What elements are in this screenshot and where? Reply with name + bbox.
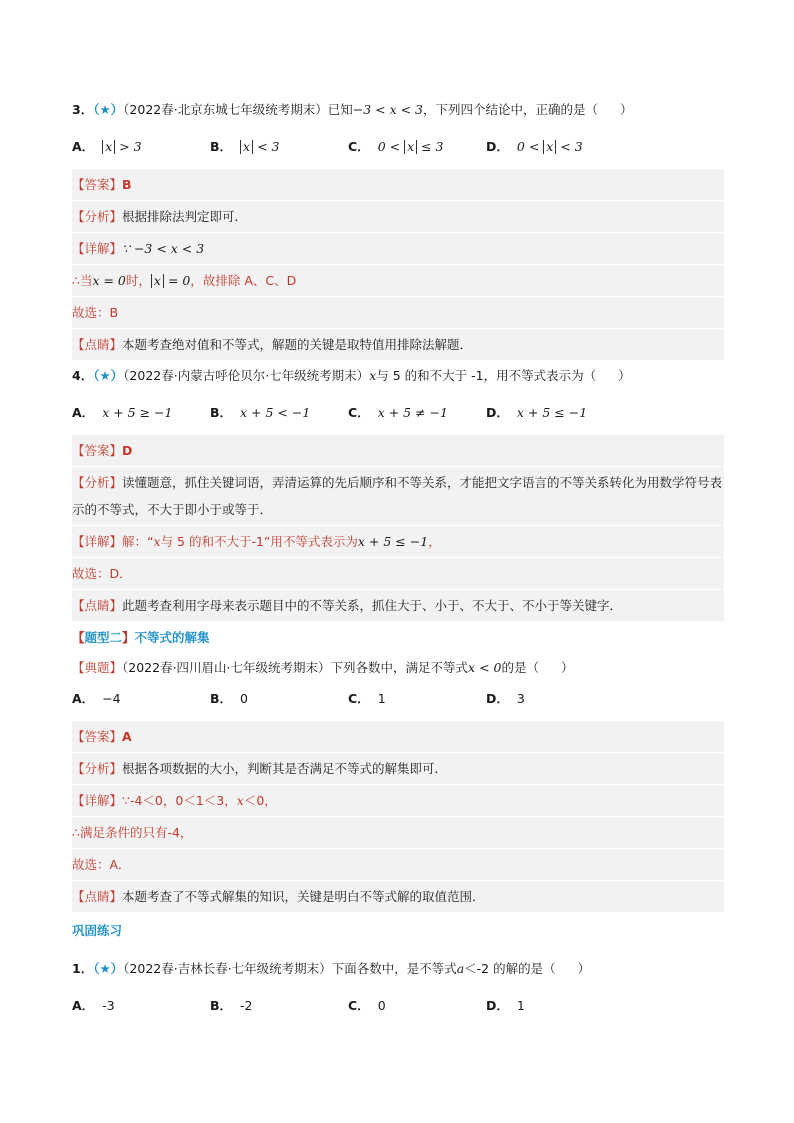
page-content — [72, 100, 724, 1028]
option-c: C． 1 — [348, 691, 386, 706]
star-difficulty-icon: （★） — [93, 102, 124, 117]
option-a: A． −4 — [72, 691, 121, 706]
option-d: D． x + 5 ≤ −1 — [486, 405, 588, 420]
question-3-options — [72, 137, 724, 157]
stem-text: 与 5 的和不大于 -1，用不等式表示为（ — [376, 368, 597, 383]
practice-heading: 巩固练习 — [72, 923, 123, 938]
stem-text: ） — [618, 368, 631, 383]
option-a: A． -3 — [72, 998, 115, 1013]
stem-text: ，下列四个结论中，正确的是（ — [423, 102, 599, 117]
choose-row: 故选：B — [72, 297, 724, 329]
comment-row: 【点睛】本题考查绝对值和不等式，解题的关键是取特值用排除法解题． — [72, 329, 724, 361]
option-a: A． x > 3 — [72, 139, 142, 154]
star-difficulty-icon: （★） — [93, 961, 124, 976]
practice-question-1-stem: 1．（★）（2022春·吉林长春·七年级统考期末）下面各数中，是不等式a＜-2 的解的是（ ） — [72, 961, 591, 976]
stem-text: 已知 — [327, 102, 353, 117]
typical-solution — [72, 721, 724, 913]
comment-row: 【点睛】本题考查了不等式解集的知识，关键是明白不等式解的取值范围． — [72, 881, 724, 913]
typical-question-stem: 【典题】（2022春·四川眉山·七年级统考期末）下列各数中，满足不等式x < 0的是（ ） — [72, 660, 574, 675]
section-heading: 【题型二】不等式的解集 — [72, 630, 210, 645]
option-c: C． 0 — [348, 998, 386, 1013]
option-d: D． 1 — [486, 998, 525, 1013]
option-b: B． x + 5 < −1 — [210, 405, 311, 420]
analysis-row: 【分析】根据排除法判定即可． — [72, 201, 724, 233]
choose-row: 故选：D． — [72, 558, 724, 590]
choose-row: 故选：A． — [72, 849, 724, 881]
comment-row: 【点睛】此题考查利用字母来表示题目中的不等关系，抓住大于、小于、不大于、不小于等关键字． — [72, 590, 724, 622]
analysis-row: 【分析】根据各项数据的大小，判断其是否满足不等式的解集即可． — [72, 753, 724, 785]
analysis-row: 【分析】读懂题意，抓住关键词语，弄清运算的先后顺序和不等关系，才能把文字语言的不等关系转化为用数学符号表示的不等式，不大于即小于或等于． — [72, 467, 724, 526]
answer-row: 【答案】A — [72, 721, 724, 753]
detail-row: 【详解】∵-4＜0，0＜1＜3，x＜0， — [72, 785, 724, 817]
question-number: 3． — [72, 102, 94, 117]
option-d: D． 3 — [486, 691, 525, 706]
stem-math: −3 < x < 3 — [352, 102, 424, 117]
detail-line-2: ∴满足条件的只有-4， — [72, 817, 724, 849]
option-b: B． 0 — [210, 691, 248, 706]
detail-row: 【详解】∵ −3 < x < 3 — [72, 233, 724, 265]
detail-row: 【详解】解：“x与 5 的和不大于-1”用不等式表示为x + 5 ≤ −1， — [72, 526, 724, 558]
practice-question-1-options — [72, 996, 724, 1016]
question-4-options — [72, 403, 724, 423]
option-d: D． 0 < x < 3 — [486, 139, 583, 154]
option-c: C． x + 5 ≠ −1 — [348, 405, 448, 420]
option-c: C． 0 < x ≤ 3 — [348, 139, 444, 154]
question-number: 4． — [72, 368, 94, 383]
stem-math: x — [369, 368, 377, 383]
answer-row: 【答案】D — [72, 435, 724, 467]
question-4-solution — [72, 435, 724, 622]
question-source: （2022春·北京东城七年级统考期末） — [123, 102, 328, 117]
question-3-stem — [72, 100, 724, 120]
option-b: B． -2 — [210, 998, 253, 1013]
detail-line-2: ∴当x = 0时， x = 0，故排除 A、C、D — [72, 265, 724, 297]
question-source: （2022春·内蒙古呼伦贝尔·七年级统考期末） — [123, 368, 370, 383]
stem-text: ） — [620, 102, 633, 117]
question-3-solution — [72, 169, 724, 361]
question-4-stem — [72, 366, 724, 386]
option-b: B． x < 3 — [210, 139, 280, 154]
typical-options — [72, 689, 724, 709]
star-difficulty-icon: （★） — [93, 368, 124, 383]
answer-row: 【答案】B — [72, 169, 724, 201]
option-a: A． x + 5 ≥ −1 — [72, 405, 173, 420]
